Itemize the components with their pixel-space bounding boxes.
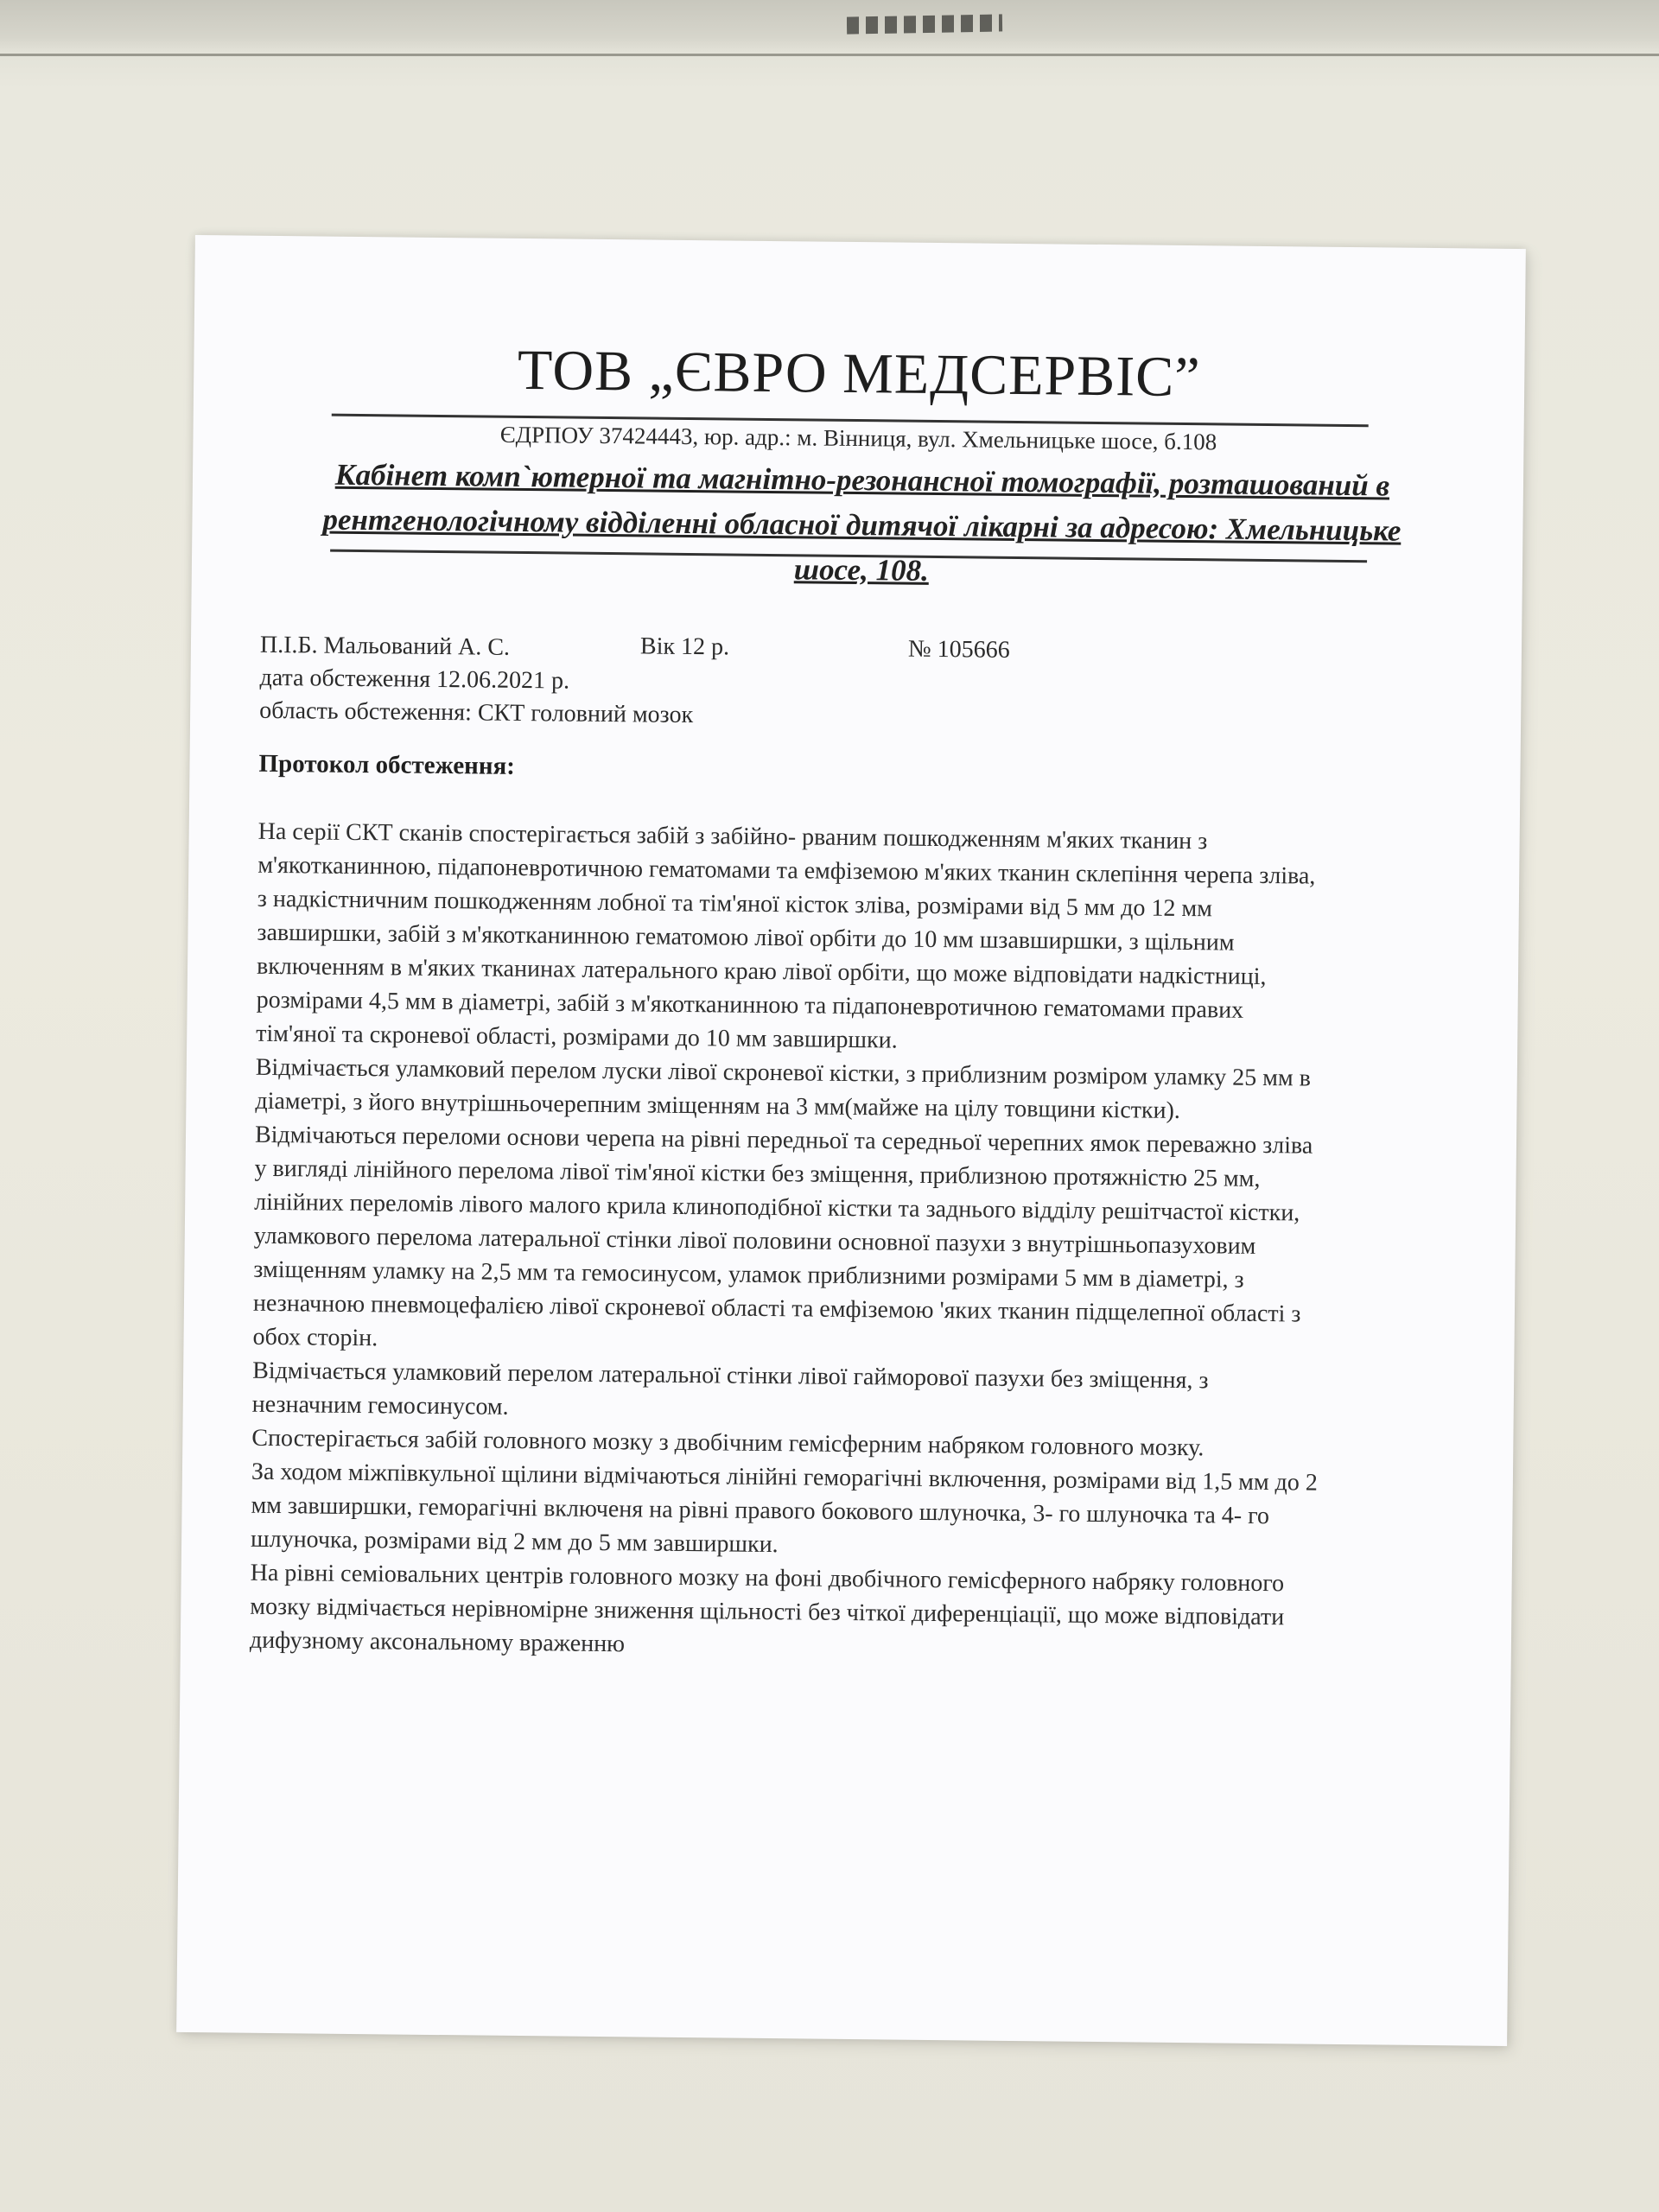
patient-info [259, 629, 694, 732]
shelf-edge [0, 0, 1659, 56]
exam-date: дата обстеження 12.06.2021 р. [259, 664, 570, 695]
patient-name: П.І.Б. Мальований А. С. [259, 631, 511, 661]
company-details: ЄДРПОУ 37424443, юр. адр.: м. Вінниця, вул. Хмельницьке шосе, б.108 [499, 421, 1217, 455]
protocol-paragraph: Відмічаються переломи основи черепа на рівні передньої та середньої черепних ямок переважно зліва у вигляді лінійного перелома лівої тім'яної кістки без зміщення, приблизною протяжністю 25 мм, лінійних переломів лівого малого крила клиноподібної кістки та заднього відділу решітчастої кістки, уламкового перелома латеральної стінки лівої половини основної пазухи з внутрішньопазуховим зміщенням уламку на 2,5 мм та гемосинусом, уламок приблизними розмірами 5 мм в діаметрі, з незначною пневмоцефалією лівої скроневої області та емфіземою 'яких тканин підщелепної області з обох сторін. [252, 1121, 1313, 1352]
cabinet-description: Кабінет комп`ютерної та магнітно-резонансної томографії, розташований в рентгенологічному відділенні обласної дитячої лікарні за адресою: Хмельницьке шосе, 108. [322, 457, 1402, 588]
protocol-body [250, 815, 1330, 1669]
exam-area: область обстеження: СКТ головний мозок [259, 696, 694, 729]
protocol-paragraph: Спостерігається забій головного мозку з двобічним гемісферним набряком головного мозку. [251, 1424, 1205, 1462]
document-page [176, 235, 1526, 2046]
company-title: ТОВ „ЄВРО МЕДСЕРВІС” [517, 338, 1201, 410]
protocol-paragraph: Відмічається уламковий перелом латеральної стінки лівої гайморової пазухи без зміщення, з незначним гемосинусом. [251, 1357, 1209, 1421]
protocol-paragraph: На серії СКТ сканів спостерігається забій з забійно- рваним пошкодженням м'яких тканин з м'якотканинною, підапоневротичною гематомами та емфіземою м'яких тканин склепіння черепа зліва, з надкістничним пошкодженням лобної та тім'яної кісток зліва, розмірами від 5 мм до 12 мм завширшки, забій з м'якотканинною гематомою лівої орбіти до 10 мм шзавширшки, з щільним включенням в м'яких тканинах латерального краю лівої орбіти, що може відповідати надкістниці, розмірами 4,5 мм в діаметрі, забій з м'якотканинною та підапоневротичною гематомами правих тім'яної та скроневої області, розмірами до 10 мм завширшки. [256, 817, 1316, 1054]
patient-age: Вік 12 р. [639, 632, 730, 661]
protocol-paragraph: Відмічається уламковий перелом луски лівої скроневої кістки, з приблизним розміром уламку 25 мм в діаметрі, з його внутрішньочерепним зміщенням на 3 мм(майже на цілу товщини кістки). [255, 1053, 1312, 1124]
shelf-marking [847, 14, 1002, 34]
protocol-heading: Протокол обстеження: [258, 749, 516, 780]
protocol-paragraph: За ходом міжпівкульної щілини відмічаються лінійні геморагічні включення, розмірами від 1,5 мм до 2 мм завширшки, геморагічні включеня на рівні правого бокового шлуночка, 3- го шлуночка та 4- го шлуночка, розмірами від 2 мм до 5 мм завширшки. [250, 1458, 1319, 1559]
protocol-paragraph: На рівні семіовальних центрів головного мозку на фоні двобічного гемісферного набряку головного мозку відмічається нерівномірне зниження щільності без чіткої диференціації, що може відповідати дифузному аксональному враженню [249, 1559, 1285, 1658]
protocol-number: № 105666 [907, 635, 1010, 664]
